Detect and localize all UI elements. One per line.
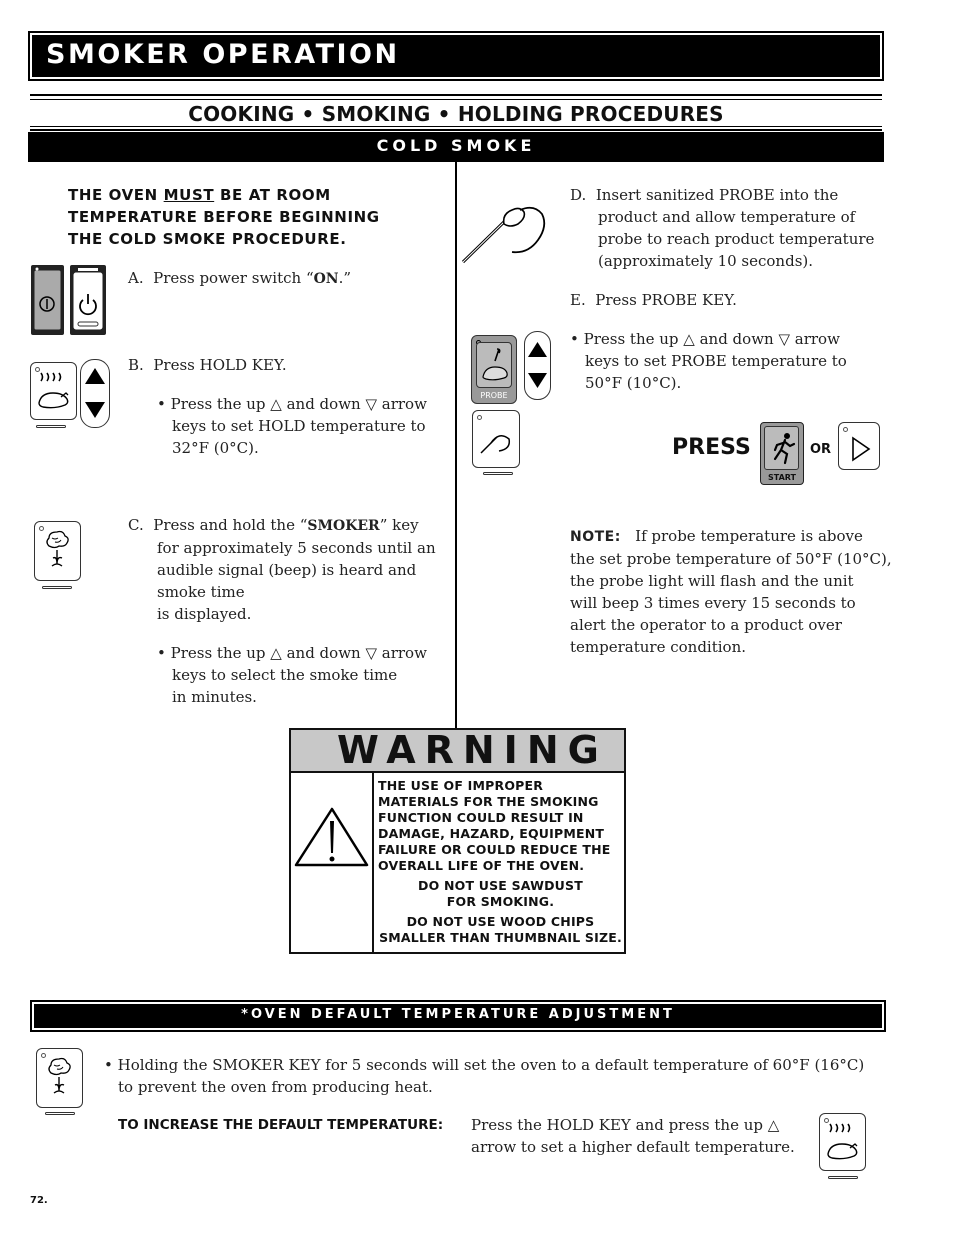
press-label: PRESS <box>672 435 751 460</box>
column-divider <box>455 162 457 728</box>
probe-key-icon <box>471 335 517 404</box>
start-key-label: START <box>767 473 797 482</box>
key-indicator <box>828 1176 858 1179</box>
warning-text: THE USE OF IMPROPER MATERIALS FOR THE SMOKING FUNCTION COULD RESULT IN DAMAGE, HAZARD, EQUIPMENT FAILURE OR COULD REDUCE THE OVERALL LIFE OF THE OVEN. DO NOT USE SAWDUST FOR SMOKING. DO NOT USE WOOD CHIPS SMALLER THAN THUMBNAIL SIZE. <box>378 778 622 945</box>
play-key-icon[interactable] <box>838 422 880 470</box>
key-indicator <box>483 472 513 475</box>
hold-key-icon <box>30 362 77 420</box>
increase-label: TO INCREASE THE DEFAULT TEMPERATURE: <box>118 1117 444 1133</box>
warning-symbol-panel <box>291 773 374 952</box>
smoker-key-icon <box>34 521 81 581</box>
key-indicator <box>36 425 66 428</box>
key-indicator <box>42 586 72 589</box>
probe-icon <box>460 190 552 266</box>
intro-text: THE OVEN MUST BE AT ROOM TEMPERATURE BEFORE BEGINNING THE COLD SMOKE PROCEDURE. <box>68 186 380 248</box>
rule <box>30 94 882 100</box>
arrow-keys-icon <box>80 359 110 428</box>
page-title: SMOKER OPERATION <box>32 35 880 77</box>
default-bullet: • Holding the SMOKER KEY for 5 seconds will set the oven to a default temperature of 60°F (16°C) to prevent the oven from producing heat. <box>104 1056 865 1096</box>
section-heading: COLD SMOKE <box>28 132 884 162</box>
note: NOTE: If probe temperature is above the set probe temperature of 50°F (10°C), the probe light will flash and the unit will beep 3 times every 15 seconds to alert the operator to a product over temperature condition. <box>570 527 892 656</box>
step-e: E. Press PROBE KEY. • Press the up △ and down ▽ arrow keys to set PROBE temperature to 50°F (10°C). <box>570 291 847 392</box>
probe-key-label: PROBE <box>480 391 508 400</box>
step-c: C. Press and hold the “SMOKER” key for approximately 5 seconds until an audible signal (beep) is heard and smoke time is displayed. • Press the up △ and down ▽ arrow keys to select the smoke time in minutes. <box>128 516 436 706</box>
probe-monitor-key-icon <box>472 410 520 468</box>
title-bar <box>28 31 884 81</box>
subtitle: COOKING • SMOKING • HOLDING PROCEDURES <box>188 102 724 126</box>
power-switch-icon <box>30 264 108 336</box>
default-section-bar <box>30 1000 886 1032</box>
warning-title: WARNING <box>291 730 624 773</box>
step-b: B. Press HOLD KEY. • Press the up △ and down ▽ arrow keys to set HOLD temperature to 32°F (0°C). <box>128 356 427 457</box>
increase-text: Press the HOLD KEY and press the up △ arrow to set a higher default temperature. <box>471 1116 795 1156</box>
start-key-icon[interactable] <box>760 422 804 485</box>
hold-key-icon <box>819 1113 866 1171</box>
page-number: 72. <box>30 1195 48 1206</box>
key-indicator <box>45 1112 75 1115</box>
arrow-keys-icon <box>524 331 551 400</box>
smoker-key-icon <box>36 1048 83 1108</box>
default-section-title: *OVEN DEFAULT TEMPERATURE ADJUSTMENT <box>34 1004 882 1028</box>
step-a: A. Press power switch “ON.” <box>128 269 352 287</box>
or-label: OR <box>810 442 832 457</box>
warning-triangle-icon <box>291 773 372 952</box>
rule <box>30 126 882 131</box>
warning-box <box>289 728 626 954</box>
step-d: D. Insert sanitized PROBE into the product and allow temperature of probe to reach product temperature (approximately 10 seconds). <box>570 186 875 270</box>
